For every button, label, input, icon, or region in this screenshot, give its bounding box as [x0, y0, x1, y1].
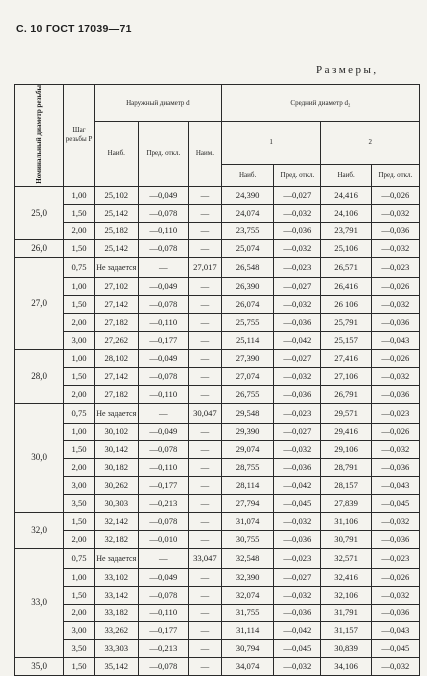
- mean2-max-cell: 23,791: [321, 222, 371, 240]
- mean1-max-cell: 30,755: [221, 530, 274, 548]
- mean2-tol-cell: —0,032: [371, 367, 419, 385]
- mean1-max-cell: 32,548: [221, 548, 274, 568]
- pitch-cell: 1,50: [64, 367, 95, 385]
- pitch-cell: 3,00: [64, 622, 95, 640]
- outer-max-cell: 27,262: [94, 331, 138, 349]
- table-row: [15, 586, 420, 604]
- table-row: [15, 477, 420, 495]
- outer-max-cell: 27,142: [94, 296, 138, 314]
- mean2-max-cell: 25,157: [321, 331, 371, 349]
- table-row: [15, 240, 420, 258]
- outer-max-cell: 25,142: [94, 240, 138, 258]
- table-row: [15, 640, 420, 658]
- mean1-tol-cell: —0,036: [274, 314, 321, 332]
- outer-max-cell: 30,262: [94, 477, 138, 495]
- pitch-cell: 3,50: [64, 495, 95, 513]
- outer-min-cell: —: [189, 423, 222, 441]
- outer-tol-cell: —0,049: [138, 423, 188, 441]
- mean2-max-cell: 30,791: [321, 530, 371, 548]
- table-row: [15, 530, 420, 548]
- pitch-cell: 2,00: [64, 459, 95, 477]
- nominal-cell: 32,0: [15, 512, 64, 548]
- mean2-max-cell: 31,106: [321, 512, 371, 530]
- outer-tol-cell: —0,078: [138, 367, 188, 385]
- col-header-series-1: 1: [221, 122, 321, 165]
- mean1-max-cell: 23,755: [221, 222, 274, 240]
- mean1-tol-cell: —0,027: [274, 186, 321, 204]
- mean1-max-cell: 25,074: [221, 240, 274, 258]
- table-row: [15, 367, 420, 385]
- mean1-tol-cell: —0,023: [274, 258, 321, 278]
- mean1-max-cell: 24,390: [221, 186, 274, 204]
- outer-min-cell: —: [189, 622, 222, 640]
- pitch-cell: 1,50: [64, 512, 95, 530]
- mean2-max-cell: 29,106: [321, 441, 371, 459]
- mean1-max-cell: 25,755: [221, 314, 274, 332]
- mean1-tol-cell: —0,032: [274, 658, 321, 676]
- table-row: [15, 331, 420, 349]
- mean1-tol-cell: —0,045: [274, 495, 321, 513]
- outer-tol-cell: —0,078: [138, 240, 188, 258]
- mean1-tol-cell: —0,032: [274, 441, 321, 459]
- mean2-max-cell: 25,791: [321, 314, 371, 332]
- outer-tol-cell: —0,110: [138, 314, 188, 332]
- mean1-tol-cell: —0,032: [274, 204, 321, 222]
- outer-min-cell: —: [189, 495, 222, 513]
- mean1-tol-cell: —0,027: [274, 278, 321, 296]
- mean2-tol-cell: —0,026: [371, 349, 419, 367]
- pitch-cell: 3,00: [64, 477, 95, 495]
- outer-max-cell: 25,142: [94, 204, 138, 222]
- col-header-mean1-max: Наиб.: [221, 164, 274, 186]
- outer-min-cell: —: [189, 441, 222, 459]
- outer-tol-cell: —0,177: [138, 477, 188, 495]
- mean2-tol-cell: —0,026: [371, 186, 419, 204]
- outer-tol-cell: —0,078: [138, 296, 188, 314]
- outer-max-cell: 25,102: [94, 186, 138, 204]
- outer-tol-cell: —: [138, 403, 188, 423]
- outer-tol-cell: —0,078: [138, 512, 188, 530]
- mean2-tol-cell: —0,036: [371, 314, 419, 332]
- outer-max-cell: 27,142: [94, 367, 138, 385]
- pitch-cell: 0,75: [64, 548, 95, 568]
- outer-min-cell: —: [189, 459, 222, 477]
- pitch-cell: 1,50: [64, 240, 95, 258]
- mean2-max-cell: 26,416: [321, 278, 371, 296]
- mean1-tol-cell: —0,045: [274, 640, 321, 658]
- mean1-max-cell: 32,390: [221, 568, 274, 586]
- mean2-tol-cell: —0,032: [371, 512, 419, 530]
- mean1-tol-cell: —0,032: [274, 367, 321, 385]
- mean2-tol-cell: —0,045: [371, 640, 419, 658]
- mean1-max-cell: 24,074: [221, 204, 274, 222]
- mean1-max-cell: 31,074: [221, 512, 274, 530]
- col-header-mean1-tol: Пред. откл.: [274, 164, 321, 186]
- mean1-max-cell: 26,074: [221, 296, 274, 314]
- mean1-max-cell: 31,114: [221, 622, 274, 640]
- mean1-tol-cell: —0,042: [274, 477, 321, 495]
- pitch-cell: 2,00: [64, 385, 95, 403]
- table-row: [15, 403, 420, 423]
- mean2-tol-cell: —0,032: [371, 441, 419, 459]
- outer-max-cell: 27,102: [94, 278, 138, 296]
- mean2-tol-cell: —0,036: [371, 385, 419, 403]
- outer-min-cell: 33,047: [189, 548, 222, 568]
- mean2-max-cell: 31,157: [321, 622, 371, 640]
- outer-min-cell: —: [189, 477, 222, 495]
- mean2-tol-cell: —0,032: [371, 658, 419, 676]
- outer-tol-cell: —0,213: [138, 495, 188, 513]
- table-row: [15, 314, 420, 332]
- mean2-tol-cell: —0,032: [371, 586, 419, 604]
- table-row: [15, 441, 420, 459]
- mean1-max-cell: 29,548: [221, 403, 274, 423]
- mean1-max-cell: 27,390: [221, 349, 274, 367]
- nominal-cell: 25,0: [15, 186, 64, 240]
- pitch-cell: 0,75: [64, 258, 95, 278]
- mean1-tol-cell: —0,032: [274, 586, 321, 604]
- mean2-tol-cell: —0,036: [371, 604, 419, 622]
- outer-tol-cell: —0,078: [138, 586, 188, 604]
- table-row: [15, 459, 420, 477]
- outer-max-cell: Не задается: [94, 403, 138, 423]
- mean1-max-cell: 26,755: [221, 385, 274, 403]
- outer-max-cell: 30,142: [94, 441, 138, 459]
- mean1-tol-cell: —0,032: [274, 240, 321, 258]
- table-row: [15, 349, 420, 367]
- pitch-cell: 1,50: [64, 441, 95, 459]
- outer-min-cell: —: [189, 278, 222, 296]
- mean2-tol-cell: —0,036: [371, 222, 419, 240]
- nominal-cell: 28,0: [15, 349, 64, 403]
- table-row: [15, 568, 420, 586]
- outer-max-cell: 33,102: [94, 568, 138, 586]
- outer-tol-cell: —0,177: [138, 331, 188, 349]
- col-header-mean-diameter: Средний диаметр d₂: [221, 85, 419, 122]
- outer-tol-cell: —0,078: [138, 204, 188, 222]
- outer-min-cell: 30,047: [189, 403, 222, 423]
- mean2-tol-cell: —0,032: [371, 240, 419, 258]
- outer-min-cell: —: [189, 385, 222, 403]
- mean1-tol-cell: —0,036: [274, 222, 321, 240]
- mean2-tol-cell: —0,032: [371, 204, 419, 222]
- outer-tol-cell: —0,110: [138, 604, 188, 622]
- mean2-max-cell: 26,571: [321, 258, 371, 278]
- mean2-max-cell: 24,106: [321, 204, 371, 222]
- table-body: [15, 186, 420, 675]
- pitch-cell: 1,50: [64, 296, 95, 314]
- mean1-tol-cell: —0,036: [274, 604, 321, 622]
- mean1-tol-cell: —0,023: [274, 548, 321, 568]
- table-row: [15, 495, 420, 513]
- outer-tol-cell: —0,078: [138, 658, 188, 676]
- mean2-tol-cell: —0,023: [371, 258, 419, 278]
- mean2-max-cell: 34,106: [321, 658, 371, 676]
- pitch-cell: 2,00: [64, 222, 95, 240]
- outer-min-cell: —: [189, 586, 222, 604]
- outer-tol-cell: —0,010: [138, 530, 188, 548]
- mean2-tol-cell: —0,043: [371, 331, 419, 349]
- mean1-tol-cell: —0,042: [274, 622, 321, 640]
- mean2-max-cell: 26,791: [321, 385, 371, 403]
- outer-min-cell: —: [189, 331, 222, 349]
- thread-dimensions-table: [14, 84, 420, 676]
- mean1-max-cell: 26,390: [221, 278, 274, 296]
- col-header-outer-min: Наим.: [189, 122, 222, 187]
- nominal-cell: 27,0: [15, 258, 64, 350]
- mean2-max-cell: 25,106: [321, 240, 371, 258]
- pitch-cell: 1,50: [64, 586, 95, 604]
- outer-min-cell: —: [189, 204, 222, 222]
- col-header-outer-tol: Пред. откл.: [138, 122, 188, 187]
- outer-tol-cell: —0,110: [138, 459, 188, 477]
- mean2-tol-cell: —0,043: [371, 477, 419, 495]
- outer-max-cell: 32,182: [94, 530, 138, 548]
- outer-max-cell: 33,262: [94, 622, 138, 640]
- pitch-cell: 3,00: [64, 331, 95, 349]
- mean2-tol-cell: —0,043: [371, 622, 419, 640]
- mean1-tol-cell: —0,027: [274, 349, 321, 367]
- outer-tol-cell: —0,049: [138, 186, 188, 204]
- mean2-max-cell: 27,839: [321, 495, 371, 513]
- mean1-max-cell: 25,114: [221, 331, 274, 349]
- pitch-cell: 2,00: [64, 314, 95, 332]
- outer-min-cell: —: [189, 367, 222, 385]
- mean2-tol-cell: —0,026: [371, 278, 419, 296]
- table-row: [15, 258, 420, 278]
- outer-max-cell: 28,102: [94, 349, 138, 367]
- outer-tol-cell: —0,049: [138, 278, 188, 296]
- col-header-outer-max: Наиб.: [94, 122, 138, 187]
- pitch-cell: 0,75: [64, 403, 95, 423]
- outer-max-cell: 27,182: [94, 385, 138, 403]
- outer-max-cell: 33,182: [94, 604, 138, 622]
- mean2-max-cell: 32,416: [321, 568, 371, 586]
- pitch-cell: 1,00: [64, 278, 95, 296]
- outer-min-cell: —: [189, 568, 222, 586]
- table-row: [15, 512, 420, 530]
- mean2-tol-cell: —0,032: [371, 296, 419, 314]
- mean1-max-cell: 31,755: [221, 604, 274, 622]
- pitch-cell: 1,00: [64, 349, 95, 367]
- mean1-max-cell: 28,114: [221, 477, 274, 495]
- outer-max-cell: 27,182: [94, 314, 138, 332]
- mean2-max-cell: 32,106: [321, 586, 371, 604]
- outer-max-cell: 35,142: [94, 658, 138, 676]
- col-header-pitch: Шаг резьбы P: [64, 85, 95, 187]
- outer-max-cell: 25,182: [94, 222, 138, 240]
- mean1-tol-cell: —0,027: [274, 568, 321, 586]
- mean2-tol-cell: —0,036: [371, 459, 419, 477]
- mean2-tol-cell: —0,026: [371, 423, 419, 441]
- table-row: [15, 296, 420, 314]
- mean1-max-cell: 27,074: [221, 367, 274, 385]
- mean1-tol-cell: —0,032: [274, 296, 321, 314]
- page-header: С. 10 ГОСТ 17039—71: [16, 23, 132, 35]
- mean2-max-cell: 29,571: [321, 403, 371, 423]
- table-row: [15, 658, 420, 676]
- mean1-max-cell: 30,794: [221, 640, 274, 658]
- mean2-max-cell: 29,416: [321, 423, 371, 441]
- table-row: [15, 204, 420, 222]
- outer-max-cell: 30,102: [94, 423, 138, 441]
- mean1-tol-cell: —0,032: [274, 512, 321, 530]
- outer-max-cell: 33,303: [94, 640, 138, 658]
- outer-max-cell: 30,303: [94, 495, 138, 513]
- mean2-max-cell: 24,416: [321, 186, 371, 204]
- outer-tol-cell: —0,213: [138, 640, 188, 658]
- mean2-max-cell: 32,571: [321, 548, 371, 568]
- mean2-tol-cell: —0,023: [371, 548, 419, 568]
- mean1-max-cell: 34,074: [221, 658, 274, 676]
- outer-max-cell: Не задается: [94, 548, 138, 568]
- mean2-max-cell: 28,157: [321, 477, 371, 495]
- col-header-outer-diameter: Наружный диаметр d: [94, 85, 221, 122]
- outer-max-cell: 33,142: [94, 586, 138, 604]
- nominal-cell: 26,0: [15, 240, 64, 258]
- mean2-max-cell: 27,106: [321, 367, 371, 385]
- table-row: [15, 222, 420, 240]
- mean1-max-cell: 27,794: [221, 495, 274, 513]
- outer-max-cell: 30,182: [94, 459, 138, 477]
- mean2-tol-cell: —0,036: [371, 530, 419, 548]
- table-row: [15, 548, 420, 568]
- outer-min-cell: 27,017: [189, 258, 222, 278]
- outer-tol-cell: —: [138, 548, 188, 568]
- nominal-cell: 33,0: [15, 548, 64, 657]
- mean2-max-cell: 28,791: [321, 459, 371, 477]
- pitch-cell: 3,50: [64, 640, 95, 658]
- mean1-tol-cell: —0,036: [274, 530, 321, 548]
- mean1-tol-cell: —0,042: [274, 331, 321, 349]
- col-header-nominal: Номинальный диаметр резьбы: [15, 85, 64, 187]
- mean1-tol-cell: —0,036: [274, 385, 321, 403]
- mean1-tol-cell: —0,036: [274, 459, 321, 477]
- table-row: [15, 186, 420, 204]
- mean2-tol-cell: —0,045: [371, 495, 419, 513]
- outer-max-cell: Не задается: [94, 258, 138, 278]
- col-header-mean2-tol: Пред. откл.: [371, 164, 419, 186]
- outer-tol-cell: —: [138, 258, 188, 278]
- mean2-tol-cell: —0,023: [371, 403, 419, 423]
- pitch-cell: 1,50: [64, 204, 95, 222]
- table-row: [15, 385, 420, 403]
- mean1-tol-cell: —0,027: [274, 423, 321, 441]
- col-header-series-2: 2: [321, 122, 420, 165]
- nominal-cell: 30,0: [15, 403, 64, 512]
- mean1-max-cell: 26,548: [221, 258, 274, 278]
- outer-tol-cell: —0,078: [138, 441, 188, 459]
- mean1-tol-cell: —0,023: [274, 403, 321, 423]
- mean1-max-cell: 29,390: [221, 423, 274, 441]
- outer-min-cell: —: [189, 314, 222, 332]
- table-row: [15, 423, 420, 441]
- outer-min-cell: —: [189, 512, 222, 530]
- nominal-cell: 35,0: [15, 658, 64, 676]
- pitch-cell: 2,00: [64, 530, 95, 548]
- mean2-max-cell: 30,839: [321, 640, 371, 658]
- outer-tol-cell: —0,049: [138, 568, 188, 586]
- outer-min-cell: —: [189, 240, 222, 258]
- mean2-max-cell: 26 106: [321, 296, 371, 314]
- mean2-tol-cell: —0,026: [371, 568, 419, 586]
- mean1-max-cell: 28,755: [221, 459, 274, 477]
- outer-min-cell: —: [189, 222, 222, 240]
- outer-tol-cell: —0,049: [138, 349, 188, 367]
- outer-min-cell: —: [189, 296, 222, 314]
- pitch-cell: 1,00: [64, 568, 95, 586]
- outer-min-cell: —: [189, 349, 222, 367]
- mean2-max-cell: 27,416: [321, 349, 371, 367]
- outer-min-cell: —: [189, 604, 222, 622]
- col-header-mean2-max: Наиб.: [321, 164, 371, 186]
- outer-tol-cell: —0,110: [138, 385, 188, 403]
- outer-tol-cell: —0,110: [138, 222, 188, 240]
- outer-max-cell: 32,142: [94, 512, 138, 530]
- outer-min-cell: —: [189, 640, 222, 658]
- table-row: [15, 604, 420, 622]
- pitch-cell: 1,50: [64, 658, 95, 676]
- table-row: [15, 278, 420, 296]
- pitch-cell: 1,00: [64, 423, 95, 441]
- units-caption: Размеры,: [316, 64, 379, 76]
- mean1-max-cell: 29,074: [221, 441, 274, 459]
- mean1-max-cell: 32,074: [221, 586, 274, 604]
- mean2-max-cell: 31,791: [321, 604, 371, 622]
- outer-min-cell: —: [189, 186, 222, 204]
- pitch-cell: 1,00: [64, 186, 95, 204]
- pitch-cell: 2,00: [64, 604, 95, 622]
- outer-min-cell: —: [189, 530, 222, 548]
- outer-tol-cell: —0,177: [138, 622, 188, 640]
- outer-min-cell: —: [189, 658, 222, 676]
